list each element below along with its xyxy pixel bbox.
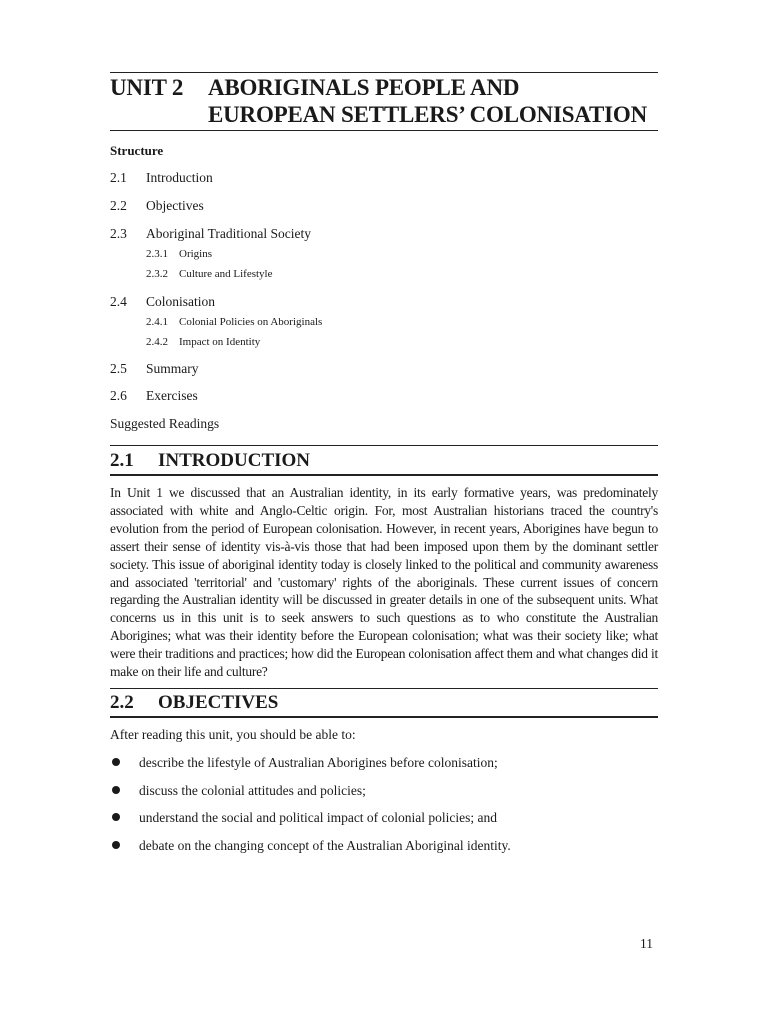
bullet-icon [112,758,120,766]
objectives-intro: After reading this unit, you should be able to: [110,727,356,742]
bullet-icon [112,813,120,821]
objectives-bottom-rule [110,716,658,718]
list-item: describe the lifestyle of Australian Aborigines before colonisation; [110,754,658,782]
introduction-bottom-rule [110,474,658,476]
bullet-icon [112,786,120,794]
objectives-top-rule [110,688,658,689]
unit-title-line-2: EUROPEAN SETTLERS’ COLONISATION [208,102,647,127]
bullet-icon [112,841,120,849]
title-bottom-rule [110,130,658,131]
unit-number: UNIT 2 [110,75,184,100]
introduction-top-rule [110,445,658,446]
objectives-list [110,754,658,864]
structure-label: Structure [110,143,164,158]
list-item: debate on the changing concept of the Australian Aboriginal identity. [110,837,658,865]
introduction-paragraph: In Unit 1 we discussed that an Australian identity, in its early formative years, was predominately associated with white and Anglo-Celtic origin. For, most Australian historians traced the country's evolution from the period of European colonisation. However, in recent years, Aborigines have begun to assert their sense of identity vis-à-vis those that had been imposed upon them by the dominant settler society. This issue of aboriginal identity today is closely linked to the political and community awareness and associated 'territorial' and 'customary' rights of the aboriginals. These current issues of concern regarding the Australian identity will be discussed in greater details in one of the subsequent units. What concerns us in this unit is to seek answers to such questions as to who constitute the Australian Aborigines; what was their identity before the European colonisation; what was their society like; what were their traditions and practices; how did the European colonisation affect them and what changes did it make on their life and culture? [110,485,658,680]
page-number: 11 [640,936,653,951]
list-item: discuss the colonial attitudes and policies; [110,782,658,810]
top-rule [110,72,658,73]
list-item: understand the social and political impact of colonial policies; and [110,809,658,837]
unit-title-line-1: ABORIGINALS PEOPLE AND [208,75,520,100]
